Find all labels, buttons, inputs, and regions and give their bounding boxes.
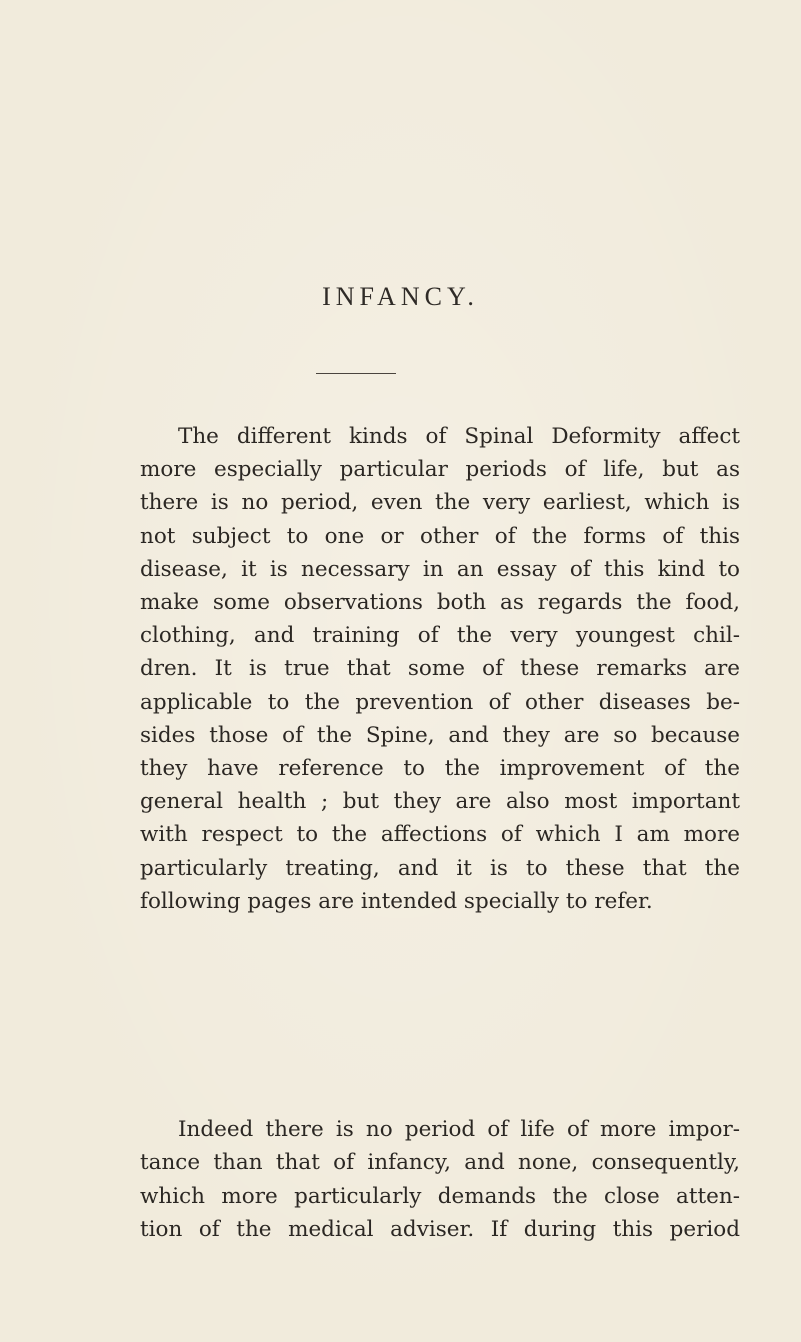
text-line: there is no period, even the very earliest, which is [140, 490, 740, 516]
paragraph-2 [140, 1113, 740, 1247]
title-divider [316, 373, 396, 374]
text-line: general health ; but they are also most important [140, 789, 740, 815]
text-line: Indeed there is no period of life of more impor- [178, 1117, 740, 1142]
text-line: with respect to the affections of which I am more [140, 822, 740, 848]
text-line: they have reference to the improvement of the [140, 756, 740, 782]
text-line: make some observations both as regards the food, [140, 590, 740, 616]
text-line: clothing, and training of the very youngest chil- [140, 623, 740, 649]
text-line: tance than that of infancy, and none, consequently, [140, 1150, 740, 1176]
text-line: particularly treating, and it is to these that the [140, 855, 740, 881]
paragraph-1 [140, 420, 740, 918]
text-line: more especially particular periods of life, but as [140, 457, 740, 483]
text-line: which more particularly demands the close atten- [140, 1183, 740, 1209]
text-line: The different kinds of Spinal Deformity affect [178, 424, 740, 449]
text-line: not subject to one or other of the forms of this [140, 523, 740, 549]
text-line: following pages are intended specially to refer. [140, 888, 653, 914]
text-line: dren. It is true that some of these remarks are [140, 656, 740, 682]
text-line: applicable to the prevention of other diseases be- [140, 689, 740, 715]
chapter-title: INFANCY. [322, 282, 479, 311]
text-line: sides those of the Spine, and they are so because [140, 722, 740, 748]
text-line: tion of the medical adviser. If during this period [140, 1217, 740, 1243]
text-line: disease, it is necessary in an essay of this kind to [140, 556, 740, 582]
